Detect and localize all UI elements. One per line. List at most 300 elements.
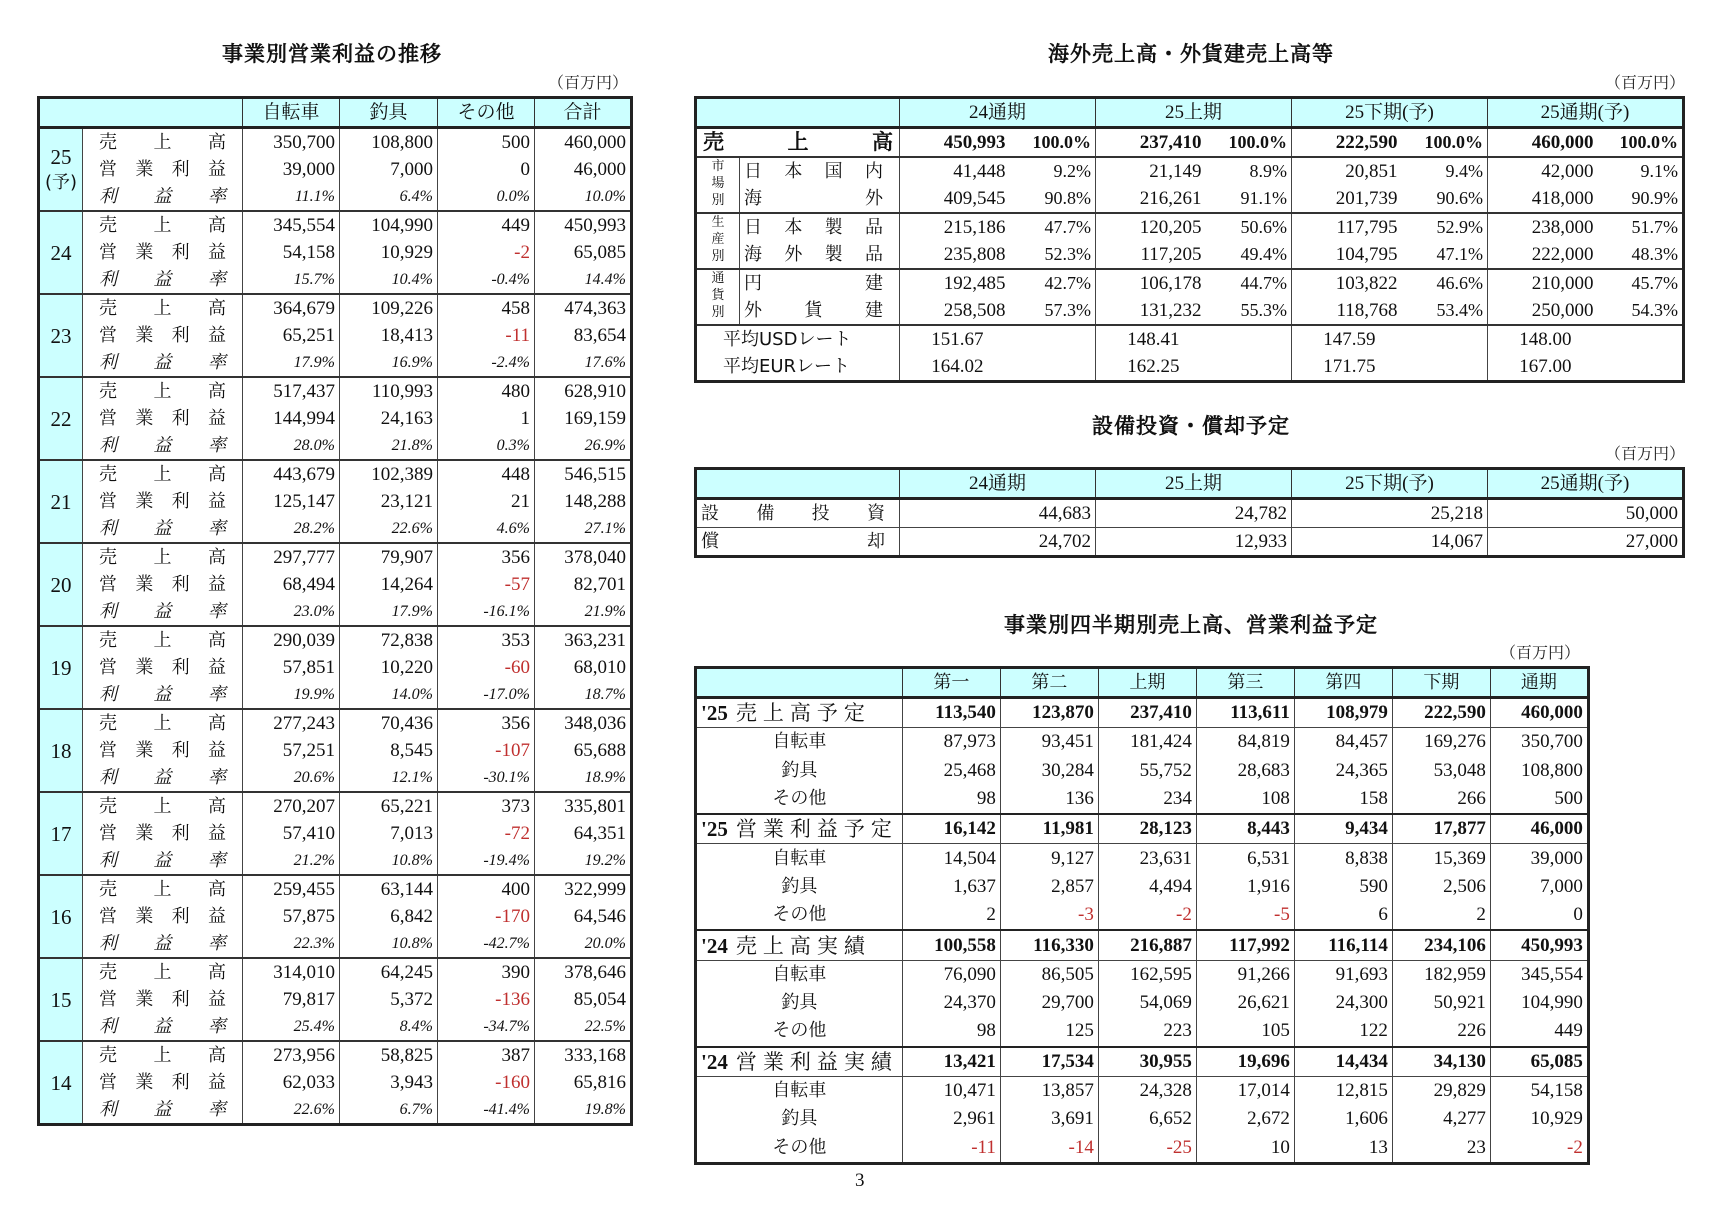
value-cell: 0: [1490, 901, 1588, 930]
fiscal-year-cell: [39, 128, 83, 212]
value-cell: -41.4%: [438, 1096, 535, 1125]
value-cell: 117,205: [1096, 241, 1206, 269]
table-row: [39, 930, 632, 958]
label-char: 利: [99, 518, 117, 539]
row-label-cell: [83, 239, 243, 266]
table-row: [39, 820, 632, 847]
value-cell: 70,436: [340, 709, 438, 737]
row-label-cell: [83, 156, 243, 183]
value-cell: 6.7%: [340, 1096, 438, 1125]
overseas-title: 海外売上高・外貨建売上高等: [1048, 42, 1334, 66]
fiscal-year-cell: [39, 211, 83, 294]
value-cell: 12.1%: [340, 764, 438, 792]
table-row: [39, 626, 632, 654]
percent-cell: 100.0%: [1402, 128, 1488, 158]
row-label-cell: [83, 986, 243, 1013]
segment-label: 自転車: [696, 728, 903, 757]
value-cell: 24,782: [1096, 499, 1292, 528]
value-cell: 63,144: [340, 875, 438, 903]
value-cell: 322,999: [535, 875, 632, 903]
label-char: 日: [744, 217, 762, 238]
row-label: [99, 627, 226, 654]
fiscal-year-cell: [39, 958, 83, 1041]
value-cell: 418,000: [1488, 185, 1598, 213]
label-char: 上: [787, 130, 809, 154]
empty-cell: [1402, 353, 1488, 382]
value-cell: -160: [438, 1069, 535, 1096]
header-row: [696, 98, 1684, 128]
percent-cell: 54.3%: [1598, 297, 1684, 325]
value-cell: 50,000: [1488, 499, 1684, 528]
value-cell: 18,413: [340, 322, 438, 349]
row-label-cell: [83, 294, 243, 322]
label-char: 営: [99, 408, 117, 429]
percent-cell: 50.6%: [1206, 213, 1292, 241]
value-cell: 116,330: [1000, 930, 1098, 960]
header-blank: [39, 98, 243, 128]
value-cell: 39,000: [1490, 844, 1588, 873]
section-total-row: [696, 814, 1589, 844]
page-number: 3: [855, 1170, 865, 1191]
value-cell: 226: [1392, 1017, 1490, 1046]
row-label-cell: [83, 571, 243, 598]
value-cell: 58,825: [340, 1041, 438, 1069]
table-row: [696, 241, 1684, 269]
column-header: その他: [438, 98, 535, 128]
label-char: 利: [99, 684, 117, 705]
column-header: 第四: [1294, 668, 1392, 698]
label-char: 上: [153, 381, 172, 402]
section-title: 売上高予定: [735, 701, 871, 726]
value-cell: 353: [438, 626, 535, 654]
row-label: [99, 1096, 226, 1123]
row-label: [99, 1042, 226, 1069]
label-char: 利: [99, 933, 117, 954]
percent-cell: 52.3%: [1010, 241, 1096, 269]
row-label: [99, 1013, 226, 1040]
value-cell: 25.4%: [243, 1013, 340, 1041]
row-label: [99, 461, 226, 488]
label-char: 益: [207, 325, 226, 346]
value-cell: 20,851: [1292, 157, 1402, 185]
value-cell: 24,163: [340, 405, 438, 432]
value-cell: 450,993: [900, 128, 1010, 158]
label-char: 率: [208, 518, 226, 539]
value-cell: 23.0%: [243, 598, 340, 626]
label-char: 売: [99, 879, 117, 900]
table-row: [39, 571, 632, 598]
section-title: 売上高実績: [735, 933, 871, 958]
label-char: 利: [171, 574, 190, 595]
table-row: [39, 349, 632, 377]
value-cell: 117,992: [1196, 930, 1294, 960]
segment-label: 釣具: [696, 989, 903, 1017]
value-cell: 9,434: [1294, 814, 1392, 844]
value-cell: 91,266: [1196, 960, 1294, 989]
rate-value: 167.00: [1488, 353, 1598, 382]
row-label: [99, 488, 226, 515]
label-char: 営: [99, 242, 117, 263]
value-cell: 546,515: [535, 460, 632, 488]
value-cell: 16,142: [902, 814, 1000, 844]
row-label-cell: [83, 1096, 243, 1125]
label-char: 売: [99, 464, 117, 485]
percent-cell: 8.9%: [1206, 157, 1292, 185]
table-row: [39, 128, 632, 157]
value-cell: 237,410: [1098, 698, 1196, 728]
section-label: [696, 698, 903, 728]
row-label-cell: [83, 958, 243, 986]
percent-cell: 9.4%: [1402, 157, 1488, 185]
row-label: [99, 903, 226, 930]
percent-cell: 55.3%: [1206, 297, 1292, 325]
value-cell: 131,232: [1096, 297, 1206, 325]
value-cell: 335,801: [535, 792, 632, 820]
value-cell: 23,121: [340, 488, 438, 515]
label-char: 売: [99, 713, 117, 734]
row-label-cell: [740, 241, 900, 269]
row-label-cell: [83, 488, 243, 515]
row-label-cell: [83, 211, 243, 239]
value-cell: 117,795: [1292, 213, 1402, 241]
column-header: 25上期: [1096, 469, 1292, 499]
value-cell: 64,546: [535, 903, 632, 930]
value-cell: 65,085: [1490, 1047, 1588, 1077]
value-cell: 68,010: [535, 654, 632, 681]
label-char: 利: [171, 1072, 190, 1093]
value-cell: 4,494: [1098, 873, 1196, 901]
label-char: 利: [99, 435, 117, 456]
table-row: [39, 515, 632, 543]
label-char: 日: [744, 161, 762, 182]
value-cell: 0.3%: [438, 432, 535, 460]
label-char: 益: [207, 1072, 226, 1093]
empty-cell: [1010, 353, 1096, 382]
segment-profit-unit: （百万円）: [548, 73, 629, 92]
table-row: [696, 185, 1684, 213]
value-cell: 27,000: [1488, 528, 1684, 557]
label-char: 営: [99, 657, 117, 678]
table-row: [39, 405, 632, 432]
value-cell: 15,369: [1392, 844, 1490, 873]
rate-value: 147.59: [1292, 325, 1402, 353]
value-cell: 2,961: [902, 1105, 1000, 1133]
column-header: 25下期(予): [1292, 98, 1488, 128]
percent-cell: 90.8%: [1010, 185, 1096, 213]
table-row: [39, 654, 632, 681]
value-cell: 103,822: [1292, 269, 1402, 297]
label-char: 外: [744, 300, 762, 321]
label-char: 営: [99, 823, 117, 844]
fiscal-year: 21: [50, 489, 72, 514]
value-cell: 82,701: [535, 571, 632, 598]
value-cell: 13: [1294, 1133, 1392, 1163]
value-cell: 17,014: [1196, 1076, 1294, 1105]
value-cell: 17,877: [1392, 814, 1490, 844]
row-label-cell: [83, 1069, 243, 1096]
rate-label: 平均USDレート: [696, 325, 900, 353]
percent-cell: 91.1%: [1206, 185, 1292, 213]
row-label: [99, 959, 226, 986]
percent-cell: 9.2%: [1010, 157, 1096, 185]
empty-cell: [1206, 353, 1292, 382]
category-char: 市: [711, 159, 725, 174]
value-cell: 98: [902, 1017, 1000, 1046]
value-cell: 28.2%: [243, 515, 340, 543]
value-cell: 14,434: [1294, 1047, 1392, 1077]
table-row: [696, 728, 1589, 757]
value-cell: 50,921: [1392, 989, 1490, 1017]
label-char: 利: [171, 408, 190, 429]
value-cell: 18.9%: [535, 764, 632, 792]
column-header: 合計: [535, 98, 632, 128]
percent-cell: 100.0%: [1010, 128, 1096, 158]
value-cell: 216,887: [1098, 930, 1196, 960]
column-header: 自転車: [243, 98, 340, 128]
percent-cell: 90.9%: [1598, 185, 1684, 213]
label-char: 益: [207, 740, 226, 761]
value-cell: 91,693: [1294, 960, 1392, 989]
rate-value: 162.25: [1096, 353, 1206, 382]
value-cell: 7,000: [1490, 873, 1588, 901]
label-char: 営: [99, 740, 117, 761]
percent-cell: 100.0%: [1598, 128, 1684, 158]
value-cell: 28,683: [1196, 757, 1294, 785]
value-cell: 237,410: [1096, 128, 1206, 158]
section-label: [696, 930, 903, 960]
label-char: 益: [153, 269, 172, 290]
category-cell: [696, 157, 740, 213]
overseas-sales-table: [694, 96, 1685, 383]
value-cell: 500: [1490, 785, 1588, 814]
value-cell: 1,637: [902, 873, 1000, 901]
total-row: [696, 128, 1684, 158]
row-label: [99, 515, 226, 542]
table-row: [696, 528, 1684, 557]
column-header: 25上期: [1096, 98, 1292, 128]
label-char: 業: [135, 325, 154, 346]
value-cell: 122: [1294, 1017, 1392, 1046]
value-cell: 6: [1294, 901, 1392, 930]
value-cell: 169,159: [535, 405, 632, 432]
label-char: 高: [208, 796, 226, 817]
value-cell: 34,130: [1392, 1047, 1490, 1077]
table-row: [696, 960, 1589, 989]
value-cell: -57: [438, 571, 535, 598]
row-label: [99, 986, 226, 1013]
value-cell: 443,679: [243, 460, 340, 488]
value-cell: -0.4%: [438, 266, 535, 294]
value-cell: 65,085: [535, 239, 632, 266]
label-char: 営: [99, 159, 117, 180]
value-cell: 53,048: [1392, 757, 1490, 785]
value-cell: 400: [438, 875, 535, 903]
label-char: 業: [135, 1072, 154, 1093]
fiscal-year-cell: [39, 792, 83, 875]
value-cell: 104,990: [340, 211, 438, 239]
row-label: [99, 737, 226, 764]
value-cell: 21.8%: [340, 432, 438, 460]
value-cell: 100,558: [902, 930, 1000, 960]
table-row: [39, 156, 632, 183]
section-year: '24: [701, 1049, 728, 1074]
rate-value: 171.75: [1292, 353, 1402, 382]
value-cell: 10,929: [1490, 1105, 1588, 1133]
label-char: 貨: [804, 300, 823, 321]
value-cell: 474,363: [535, 294, 632, 322]
value-cell: 222,590: [1292, 128, 1402, 158]
value-cell: 290,039: [243, 626, 340, 654]
label-char: 益: [153, 933, 172, 954]
section-total-row: [696, 698, 1589, 728]
row-label: [744, 297, 883, 324]
fiscal-year-cell: [39, 460, 83, 543]
table-row: [696, 989, 1589, 1017]
value-cell: 104,990: [1490, 989, 1588, 1017]
value-cell: 64,351: [535, 820, 632, 847]
value-cell: 68,494: [243, 571, 340, 598]
label-char: 業: [135, 491, 154, 512]
label-char: 益: [207, 823, 226, 844]
label-char: 利: [171, 740, 190, 761]
value-cell: 628,910: [535, 377, 632, 405]
row-label-cell: [83, 460, 243, 488]
value-cell: 10.4%: [340, 266, 438, 294]
fiscal-year-cell: [39, 709, 83, 792]
row-label: [744, 158, 883, 185]
value-cell: 85,054: [535, 986, 632, 1013]
value-cell: 108,800: [1490, 757, 1588, 785]
value-cell: 13,421: [902, 1047, 1000, 1077]
label-char: 利: [99, 850, 117, 871]
value-cell: 266: [1392, 785, 1490, 814]
value-cell: 16.9%: [340, 349, 438, 377]
value-cell: 44,683: [900, 499, 1096, 528]
value-cell: -34.7%: [438, 1013, 535, 1041]
table-row: [39, 239, 632, 266]
value-cell: 250,000: [1488, 297, 1598, 325]
segment-label: 釣具: [696, 873, 903, 901]
value-cell: 23,631: [1098, 844, 1196, 873]
label-char: 営: [99, 906, 117, 927]
capex-table: [694, 467, 1685, 558]
row-label-cell: [83, 128, 243, 157]
row-label: [99, 654, 226, 681]
value-cell: 19.9%: [243, 681, 340, 709]
label-char: 業: [135, 823, 154, 844]
header-blank: [696, 98, 900, 128]
value-cell: 28,123: [1098, 814, 1196, 844]
value-cell: 93,451: [1000, 728, 1098, 757]
column-header: 25下期(予): [1292, 469, 1488, 499]
table-row: [39, 903, 632, 930]
row-label-cell: [83, 322, 243, 349]
value-cell: 0: [438, 156, 535, 183]
value-cell: 15.7%: [243, 266, 340, 294]
label-char: 高: [208, 962, 226, 983]
value-cell: -11: [438, 322, 535, 349]
value-cell: 109,226: [340, 294, 438, 322]
fiscal-year-cell: [39, 875, 83, 958]
quarterly-title: 事業別四半期別売上高、営業利益予定: [1004, 613, 1378, 637]
value-cell: 364,679: [243, 294, 340, 322]
table-row: [696, 844, 1589, 873]
label-char: 製: [824, 217, 843, 238]
value-cell: -2.4%: [438, 349, 535, 377]
value-cell: 108: [1196, 785, 1294, 814]
row-label-cell: [83, 183, 243, 211]
value-cell: 169,276: [1392, 728, 1490, 757]
value-cell: -14: [1000, 1133, 1098, 1163]
value-cell: 108,979: [1294, 698, 1392, 728]
value-cell: -3: [1000, 901, 1098, 930]
value-cell: 19.2%: [535, 847, 632, 875]
table-row: [696, 757, 1589, 785]
section-total-row: [696, 1047, 1589, 1077]
value-cell: 76,090: [902, 960, 1000, 989]
fiscal-year: 16: [50, 904, 72, 929]
row-label: [99, 156, 226, 183]
value-cell: 378,040: [535, 543, 632, 571]
table-row: [39, 792, 632, 820]
value-cell: 29,829: [1392, 1076, 1490, 1105]
row-label: [99, 571, 226, 598]
label-char: 上: [153, 298, 172, 319]
column-header: 25通期(予): [1488, 98, 1684, 128]
value-cell: 3,943: [340, 1069, 438, 1096]
value-cell: 8,443: [1196, 814, 1294, 844]
value-cell: 24,370: [902, 989, 1000, 1017]
value-cell: 79,907: [340, 543, 438, 571]
segment-label: その他: [696, 785, 903, 814]
row-label-cell: [83, 515, 243, 543]
label-char: 益: [153, 684, 172, 705]
value-cell: 125: [1000, 1017, 1098, 1046]
label-char: 利: [99, 352, 117, 373]
label-char: 売: [99, 547, 117, 568]
value-cell: 458: [438, 294, 535, 322]
value-cell: 10: [1196, 1133, 1294, 1163]
value-cell: -72: [438, 820, 535, 847]
value-cell: 450,993: [1490, 930, 1588, 960]
label-char: 外: [784, 244, 803, 265]
value-cell: 14,264: [340, 571, 438, 598]
label-char: 上: [153, 215, 172, 236]
label-char: 益: [153, 767, 172, 788]
row-label: [99, 544, 226, 571]
column-header: 釣具: [340, 98, 438, 128]
section-year: '25: [701, 701, 728, 726]
rate-value: 148.00: [1488, 325, 1598, 353]
segment-label: 釣具: [696, 1105, 903, 1133]
label-char: 高: [208, 215, 226, 236]
row-label-cell: [740, 269, 900, 297]
label-char: 利: [99, 767, 117, 788]
value-cell: 5,372: [340, 986, 438, 1013]
table-row: [39, 266, 632, 294]
value-cell: 2: [1392, 901, 1490, 930]
section-title: 営業利益実績: [735, 1049, 898, 1074]
value-cell: 181,424: [1098, 728, 1196, 757]
row-label-cell: [83, 792, 243, 820]
label-char: 率: [208, 1099, 226, 1120]
category-char: 貨: [711, 288, 725, 303]
label-char: 売: [99, 962, 117, 983]
value-cell: 6,652: [1098, 1105, 1196, 1133]
value-cell: 57,410: [243, 820, 340, 847]
value-cell: 7,000: [340, 156, 438, 183]
value-cell: 54,158: [243, 239, 340, 266]
